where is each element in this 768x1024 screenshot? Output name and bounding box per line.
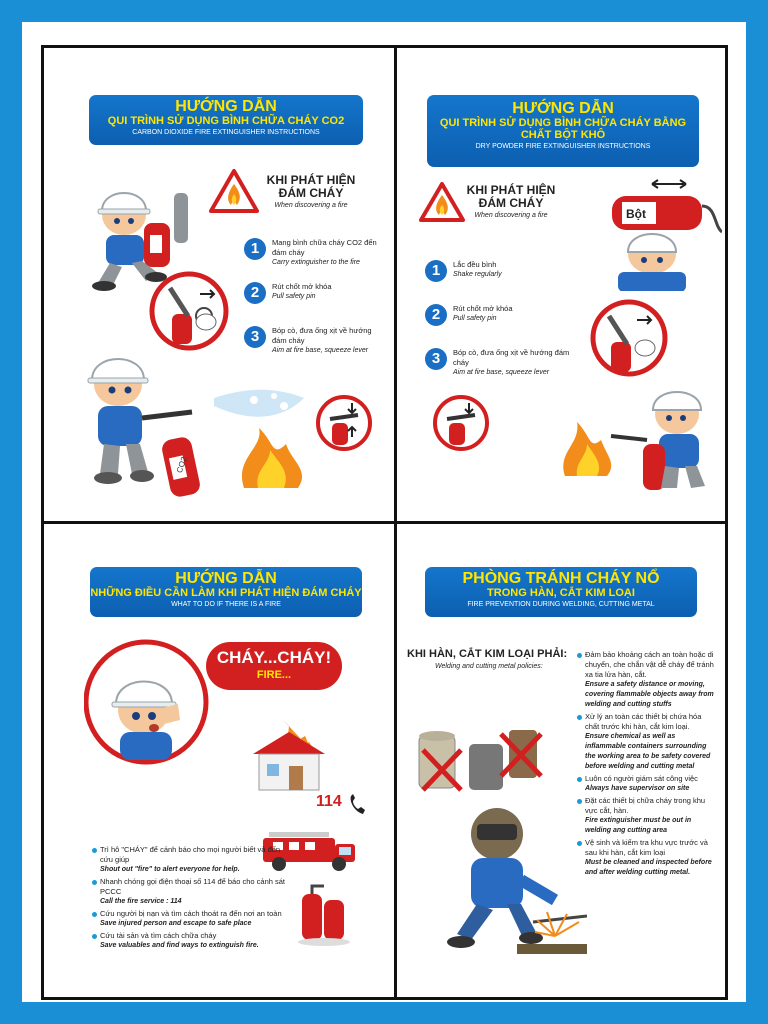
section-english: Welding and cutting metal policies: [435,663,543,670]
banner-subtitle: NHỮNG ĐIỀU CẦN LÀM KHI PHÁT HIỆN ĐÁM CHÁY [90,587,362,599]
banner-title: PHÒNG TRÁNH CHÁY NỔ [462,570,660,587]
what-to-do-panel [44,524,394,997]
banner-english: FIRE PREVENTION DURING WELDING, CUTTING METAL [467,601,655,608]
list-item-text: Đảm bảo khoảng cách an toàn hoặc di chuyển, che chắn vật dễ cháy để tránh xa tia lửa hàn, cắt. [585,650,714,679]
emergency-number: 114 [316,793,342,810]
step-english: Aim at fire base, squeeze lever [272,347,369,354]
step-english: Shake regularly [453,271,502,278]
extinguishers-illustration [294,882,354,946]
shouting-boy-circle-illustration [84,634,214,774]
list-item-text: Luôn có người giám sát công việc [585,774,698,783]
phone-icon [347,792,367,816]
burning-house-illustration [249,714,339,794]
discover-title: KHI PHÁT HIỆN ĐÁM CHÁY [266,173,356,200]
co2-step-1 [244,238,384,268]
step-number: 1 [425,260,447,282]
panel-grid [41,45,728,1000]
discover-english: When discovering a fire [474,212,548,219]
welding-section-heading [407,648,577,670]
step-number: 2 [425,304,447,326]
pull-pin-circle-illustration [589,298,669,378]
step-english: Aim at fire base, squeeze lever [453,369,550,376]
squeeze-lever-circle-illustration [314,393,374,453]
banner-title: HƯỚNG DẪN [175,570,277,587]
step-english: Carry extinguisher to the fire [272,259,360,266]
list-item-english: Fire extinguisher must be out in welding ang cutting area [585,817,692,834]
step-number: 1 [244,238,266,260]
extinguisher-label: CO2 [174,455,189,475]
fire-warning-icon [419,181,465,223]
step-text: Bóp cò, đưa ống xịt về hướng đám cháy [453,348,570,367]
list-item-text: Vệ sinh và kiểm tra khu vực trước và sau khi hàn, cắt kim loại [585,838,708,857]
shout-speech-bubble [206,642,342,690]
list-item-english: Ensure a safety distance or moving, covering flammable objects away from welding and cutting stuffs [585,681,714,708]
step-text: Bóp cò, đưa ống xịt về hướng đám cháy [272,326,372,345]
co2-banner [89,95,363,145]
banner-english: WHAT TO DO IF THERE IS A FIRE [171,601,281,608]
list-item-english: Save valuables and find ways to extinguish fire. [100,942,259,949]
list-item-english: Call the fire service : 114 [100,898,182,905]
list-item [577,838,717,878]
list-item [92,877,292,907]
banner-english: CARBON DIOXIDE FIRE EXTINGUISHER INSTRUCTIONS [132,129,320,136]
section-title: KHI HÀN, CẮT KIM LOẠI PHẢI: [407,648,568,660]
step-text: Rút chốt mở khóa [453,304,513,313]
list-item [92,909,292,929]
extinguisher-label: Bột [626,207,646,221]
squeeze-lever-circle-illustration [431,393,491,453]
list-item-text: Cứu tài sản và tìm cách chữa cháy [100,931,217,940]
boy-spraying-powder-illustration [607,388,717,498]
list-item-english: Shout out "fire" to alert everyone for help. [100,866,240,873]
list-item [577,796,717,836]
banner-title: HƯỚNG DẪN [512,100,614,117]
co2-step-2 [244,282,384,304]
step-text: Mang bình chữa cháy CO2 đến đám cháy [272,238,377,257]
list-item-text: Trì hô "CHÁY" để cảnh báo cho mọi người biết và đến cứu giúp [100,845,281,864]
welding-banner [425,567,697,617]
list-item-english: Ensure chemical as well as inflammable containers surrounding the working area to be safety covered before welding and cutting metal [585,733,711,770]
step-number: 3 [244,326,266,348]
shout-english: FIRE... [256,669,292,681]
step-english: Pull safety pin [453,315,497,322]
welding-policy-list [577,650,717,880]
what-to-do-banner [90,567,362,617]
step-text: Lắc đều bình [453,260,497,269]
list-item-text: Đặt các thiết bị chữa cháy trong khu vực cắt, hàn. [585,796,706,815]
co2-instructions-panel [44,48,394,521]
fire-warning-icon [209,168,259,214]
boy-shaking-extinguisher-illustration [582,176,722,291]
list-item-text: Nhanh chóng gọi điện thoại số 114 để báo cho cảnh sát PCCC [100,877,286,896]
powder-step-2 [425,304,575,326]
co2-step-3 [244,326,384,356]
list-item [577,712,717,772]
list-item-text: Cứu người bị nạn và tìm cách thoát ra đến nơi an toàn [100,909,282,918]
discover-fire-heading [256,174,366,209]
list-item [577,650,717,710]
flammable-objects-crossed-illustration [409,720,559,810]
welder-worker-illustration [437,804,587,974]
co2-spray-on-fire-illustration [214,378,324,498]
boy-spraying-co2-illustration [74,338,224,498]
powder-step-3 [425,348,575,378]
banner-title: HƯỚNG DẪN [175,98,277,115]
discover-english: When discovering a fire [274,202,348,209]
list-item-text: Xử lý an toàn các thiết bị chứa hóa chất trước khi hàn, cắt kim loại. [585,712,702,731]
banner-subtitle: QUI TRÌNH SỬ DỤNG BÌNH CHỮA CHÁY CO2 [107,115,345,127]
list-item-english: Save injured person and escape to safe place [100,920,252,927]
what-to-do-list [92,845,292,953]
discover-fire-heading [461,184,561,219]
dry-powder-banner [427,95,699,167]
discover-title: KHI PHÁT HIỆN ĐÁM CHÁY [466,183,556,210]
list-item [577,774,717,794]
list-item [92,931,292,951]
shout-text: CHÁY...CHÁY! [216,648,332,667]
poster-sheet [22,22,746,1002]
list-item-english: Always have supervisor on site [585,785,690,792]
step-number: 2 [244,282,266,304]
list-item-english: Must be cleaned and inspected before and after welding cutting metal. [585,859,712,876]
step-number: 3 [425,348,447,370]
step-text: Rút chốt mở khóa [272,282,332,291]
step-english: Pull safety pin [272,293,316,300]
banner-subtitle: QUI TRÌNH SỬ DỤNG BÌNH CHỮA CHÁY BẰNG CHẤT BỘT KHÔ [439,117,687,141]
banner-subtitle: TRONG HÀN, CẮT KIM LOẠI [487,587,635,599]
powder-step-1 [425,260,575,282]
dry-powder-instructions-panel [397,48,725,521]
banner-english: DRY POWDER FIRE EXTINGUISHER INSTRUCTIONS [475,143,651,150]
list-item [92,845,292,875]
welding-prevention-panel [397,524,725,997]
